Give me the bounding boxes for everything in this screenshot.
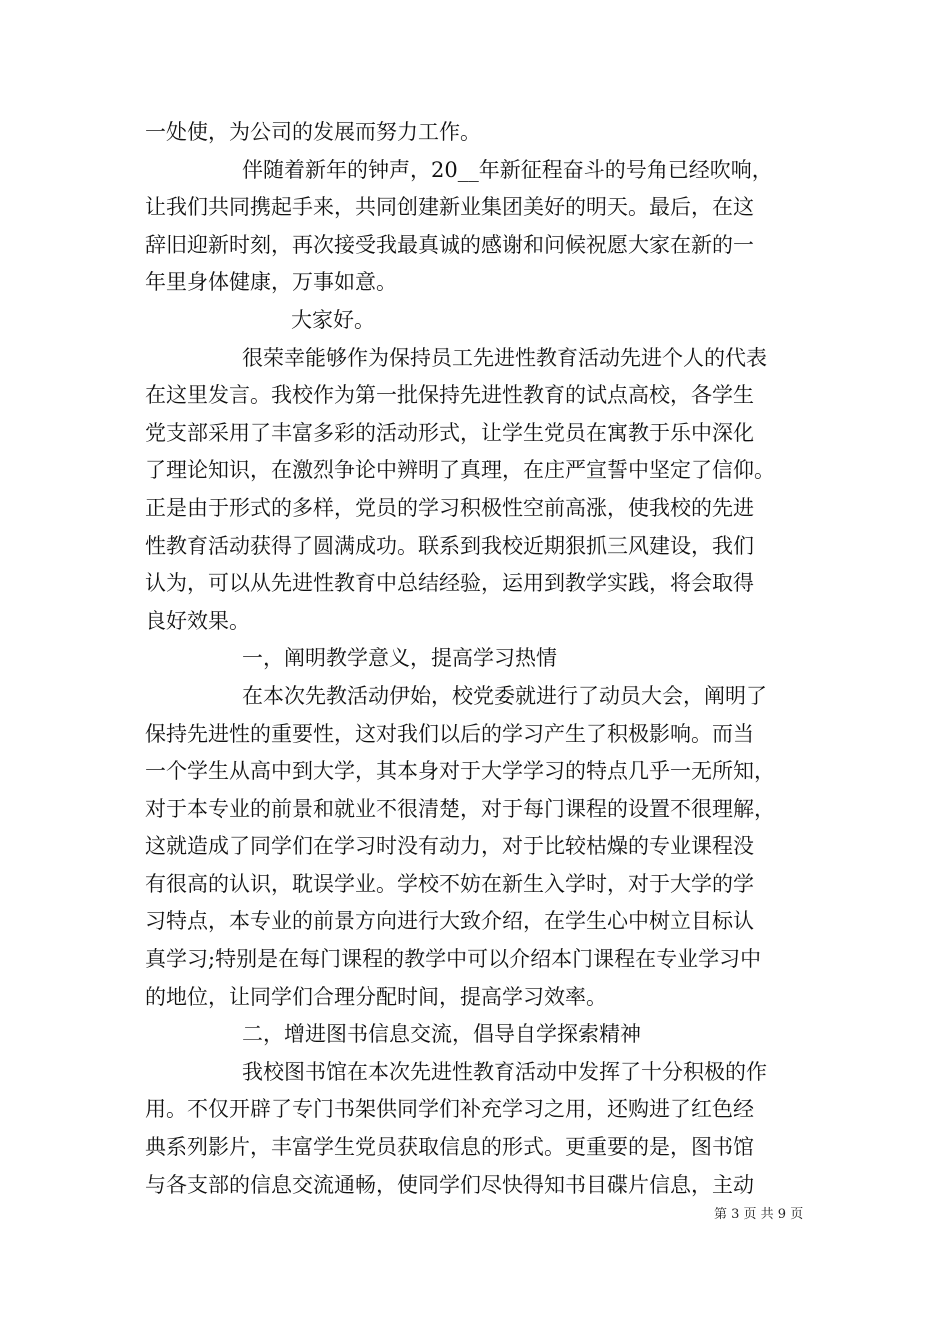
paragraph-start-line: 我校图书馆在本次先进性教育活动中发挥了十分积极的作 (242, 1059, 767, 1084)
document-body (145, 114, 825, 1204)
text-line: 的地位，让同学们合理分配时间，提高学习效率。 (145, 984, 607, 1009)
paragraph-start-line: 在本次先教活动伊始，校党委就进行了动员大会，阐明了 (242, 683, 767, 708)
text-line: 良好效果。 (145, 608, 250, 633)
text-line: 典系列影片，丰富学生党员获取信息的形式。更重要的是，图书馆 (145, 1135, 754, 1160)
text-line: 一个学生从高中到大学，其本身对于大学学习的特点几乎一无所知， (145, 759, 775, 784)
text-line: 用。不仅开辟了专门书架供同学们补充学习之用，还购进了红色经 (145, 1097, 754, 1122)
section-heading: 二，增进图书信息交流，倡导自学探索精神 (242, 1022, 641, 1047)
text-line: 对于本专业的前景和就业不很清楚，对于每门课程的设置不很理解， (145, 796, 775, 821)
text-line: 认为，可以从先进性教育中总结经验，运用到教学实践，将会取得 (145, 571, 754, 596)
text-line: 真学习;特别是在每门课程的教学中可以介绍本门课程在专业学习中 (145, 947, 762, 972)
paragraph-start-line: 很荣幸能够作为保持员工先进性教育活动先进个人的代表 (242, 345, 767, 370)
text-line: 与各支部的信息交流通畅，使同学们尽快得知书目碟片信息，主动 (145, 1172, 754, 1197)
text-line: 在这里发言。我校作为第一批保持先进性教育的试点高校，各学生 (145, 383, 754, 408)
text-line: 性教育活动获得了圆满成功。联系到我校近期狠抓三风建设，我们 (145, 533, 754, 558)
greeting-line: 大家好。 (291, 307, 375, 332)
page-number-footer: 第 3 页 共 9 页 (714, 1207, 804, 1222)
text-line: 习特点，本专业的前景方向进行大致介绍，在学生心中树立目标认 (145, 909, 754, 934)
text-line: 年里身体健康，万事如意。 (145, 270, 397, 295)
text-line: 让我们共同携起手来，共同创建新业集团美好的明天。最后，在这 (145, 195, 754, 220)
text-line: 保持先进性的重要性，这对我们以后的学习产生了积极影响。而当 (145, 721, 754, 746)
text-line: 这就造成了同学们在学习时没有动力，对于比较枯燥的专业课程没 (145, 834, 754, 859)
text-line: 党支部采用了丰富多彩的活动形式，让学生党员在寓教于乐中深化 (145, 420, 754, 445)
section-heading: 一，阐明教学意义，提高学习热情 (242, 646, 557, 671)
text-line: 辞旧迎新时刻，再次接受我最真诚的感谢和问候祝愿大家在新的一 (145, 232, 754, 257)
text-line: 有很高的认识，耽误学业。学校不妨在新生入学时，对于大学的学 (145, 871, 754, 896)
paragraph-start-line: 伴随着新年的钟声，20__年新征程奋斗的号角已经吹响， (242, 157, 773, 182)
text-line: 正是由于形式的多样，党员的学习积极性空前高涨，使我校的先进 (145, 495, 754, 520)
text-line: 了理论知识，在激烈争论中辨明了真理，在庄严宣誓中坚定了信仰。 (145, 458, 775, 483)
text-line: 一处使，为公司的发展而努力工作。 (145, 120, 481, 144)
